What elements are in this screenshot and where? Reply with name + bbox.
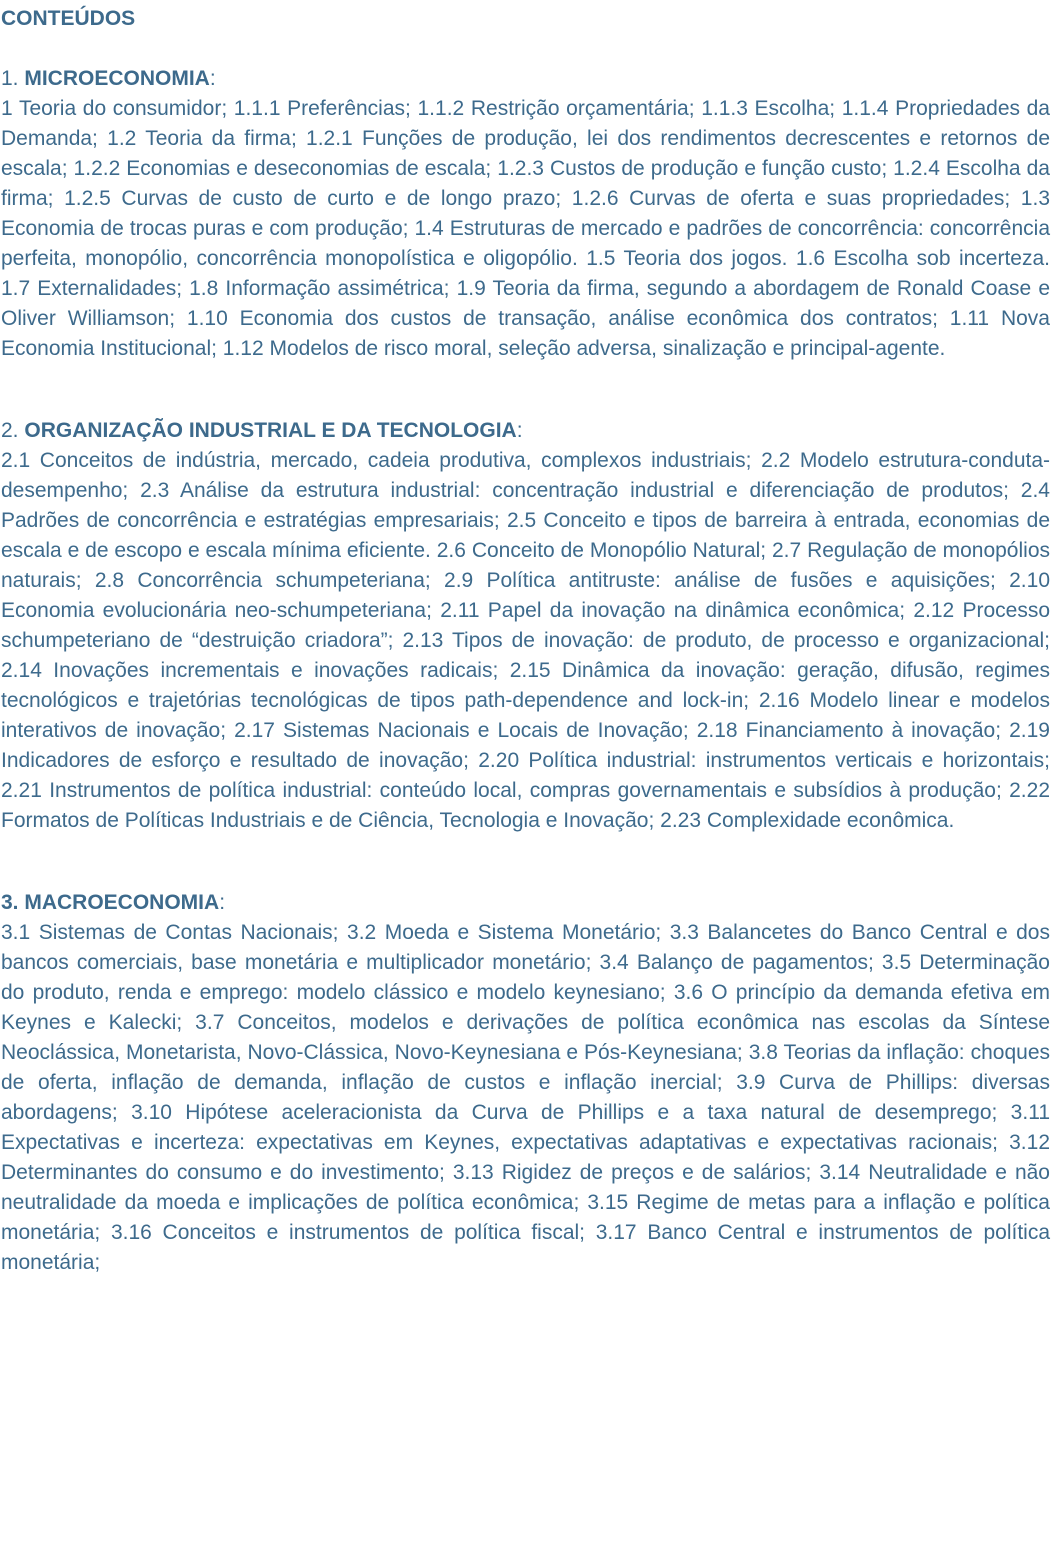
section-heading bbox=[1, 64, 1050, 94]
section-organizacao-industrial bbox=[1, 416, 1050, 836]
section-name: 3. MACROECONOMIA bbox=[1, 891, 220, 914]
section-number: 2. bbox=[1, 419, 25, 442]
section-number: 1. bbox=[1, 67, 25, 90]
section-macroeconomia bbox=[1, 888, 1050, 1278]
section-suffix: : bbox=[209, 67, 216, 90]
section-microeconomia bbox=[1, 64, 1050, 364]
section-body: 2.1 Conceitos de indústria, mercado, cadeia produtiva, complexos industriais; 2.2 Modelo estrutura-conduta-desempenho; 2.3 Análise da estrutura industrial: concentração industrial e diferenciação de produtos; 2.4 Padrões de concorrência e estratégias empresariais; 2.5 Conceito e tipos de barreira à entrada, economias de escala e de escopo e escala mínima eficiente. 2.6 Conceito de Monopólio Natural; 2.7 Regulação de monopólios naturais; 2.8 Concorrência schumpeteriana; 2.9 Política antitruste: análise de fusões e aquisições; 2.10 Economia evolucionária neo-schumpeteriana; 2.11 Papel da inovação na dinâmica econômica; 2.12 Processo schumpeteriano de “destruição criadora”; 2.13 Tipos de inovação: de produto, de processo e organizacional; 2.14 Inovações incrementais e inovações radicais; 2.15 Dinâmica da inovação: geração, difusão, regimes tecnológicos e trajetórias tecnológicas de tipos path-dependence and lock-in; 2.16 Modelo linear e modelos interativos de inovação; 2.17 Sistemas Nacionais e Locais de Inovação; 2.18 Financiamento à inovação; 2.19 Indicadores de esforço e resultado de inovação; 2.20 Política industrial: instrumentos verticais e horizontais; 2.21 Instrumentos de política industrial: conteúdo local, compras governamentais e subsídios à produção; 2.22 Formatos de Políticas Industriais e de Ciência, Tecnologia e Inovação; 2.23 Complexidade econômica. bbox=[1, 449, 1050, 832]
section-heading bbox=[1, 888, 1050, 918]
section-suffix: : bbox=[219, 891, 226, 914]
document-title: CONTEÚDOS bbox=[1, 7, 136, 30]
section-spacer bbox=[1, 836, 1050, 888]
section-body: 3.1 Sistemas de Contas Nacionais; 3.2 Moeda e Sistema Monetário; 3.3 Balancetes do Banco Central e dos bancos comerciais, base monetária e multiplicador monetário; 3.4 Balanço de pagamentos; 3.5 Determinação do produto, renda e emprego: modelo clássico e modelo keynesiano; 3.6 O princípio da demanda efetiva em Keynes e Kalecki; 3.7 Conceitos, modelos e derivações de política econômica nas escolas da Síntese Neoclássica, Monetarista, Novo-Clássica, Novo-Keynesiana e Pós-Keynesiana; 3.8 Teorias da inflação: choques de oferta, inflação de demanda, inflação de custos e inflação inercial; 3.9 Curva de Phillips: diversas abordagens; 3.10 Hipótese aceleracionista da Curva de Phillips e a taxa natural de desemprego; 3.11 Expectativas e incerteza: expectativas em Keynes, expectativas adaptativas e expectativas racionais; 3.12 Determinantes do consumo e do investimento; 3.13 Rigidez de preços e de salários; 3.14 Neutralidade e não neutralidade da moeda e implicações de política econômica; 3.15 Regime de metas para a inflação e política monetária; 3.16 Conceitos e instrumentos de política fiscal; 3.17 Banco Central e instrumentos de política monetária; bbox=[1, 921, 1050, 1274]
section-heading bbox=[1, 416, 1050, 446]
section-body: 1 Teoria do consumidor; 1.1.1 Preferências; 1.1.2 Restrição orçamentária; 1.1.3 Escolha; 1.1.4 Propriedades da Demanda; 1.2 Teoria da firma; 1.2.1 Funções de produção, lei dos rendimentos decrescentes e retornos de escala; 1.2.2 Economias e deseconomias de escala; 1.2.3 Custos de produção e função custo; 1.2.4 Escolha da firma; 1.2.5 Curvas de custo de curto e de longo prazo; 1.2.6 Curvas de oferta e suas propriedades; 1.3 Economia de trocas puras e com produção; 1.4 Estruturas de mercado e padrões de concorrência: concorrência perfeita, monopólio, concorrência monopolística e oligopólio. 1.5 Teoria dos jogos. 1.6 Escolha sob incerteza. 1.7 Externalidades; 1.8 Informação assimétrica; 1.9 Teoria da firma, segundo a abordagem de Ronald Coase e Oliver Williamson; 1.10 Economia dos custos de transação, análise econômica dos contratos; 1.11 Nova Economia Institucional; 1.12 Modelos de risco moral, seleção adversa, sinalização e principal-agente. bbox=[1, 97, 1050, 360]
section-name: MICROECONOMIA bbox=[24, 67, 210, 90]
section-name: ORGANIZAÇÃO INDUSTRIAL E DA TECNOLOGIA bbox=[24, 419, 517, 442]
section-spacer bbox=[1, 364, 1050, 416]
section-suffix: : bbox=[516, 419, 523, 442]
